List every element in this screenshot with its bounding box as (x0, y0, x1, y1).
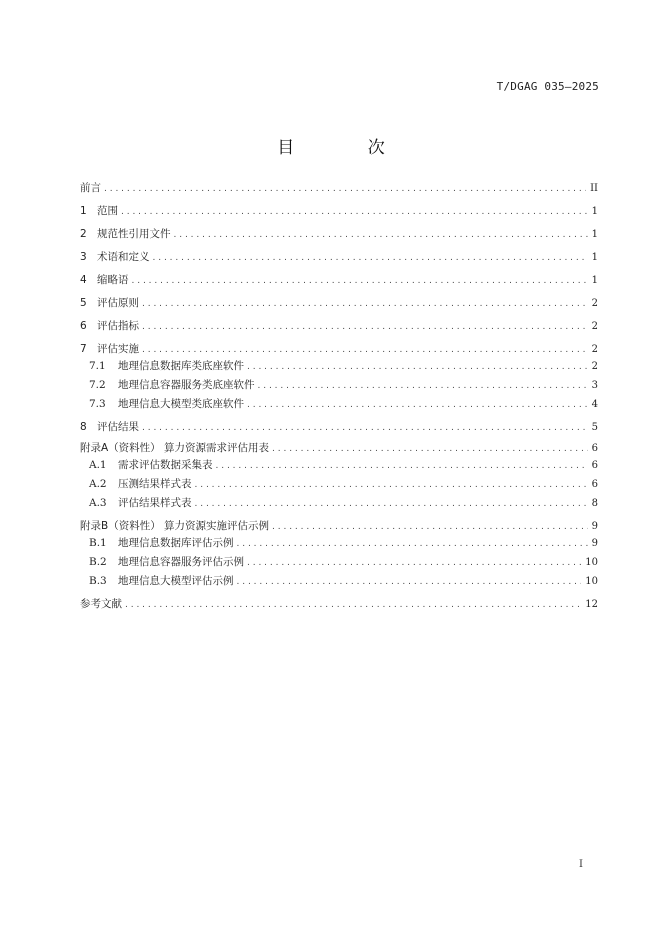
toc-entry-a-2[interactable] (80, 475, 598, 494)
toc-entry-label: 地理信息大模型评估示例 (118, 575, 234, 587)
toc-entry-number: 2 (80, 228, 87, 240)
toc-entry-page: 2 (591, 321, 598, 332)
toc-entry-label: 评估原则 (97, 297, 139, 309)
toc-entry-b-3[interactable] (80, 572, 598, 591)
toc-entry-label: 地理信息数据库评估示例 (118, 537, 234, 549)
page-number: I (579, 859, 583, 870)
table-of-contents (80, 180, 598, 612)
toc-leader-dots (153, 250, 588, 266)
document-code: T/DGAG 035—2025 (496, 80, 599, 93)
toc-entry-page: II (590, 183, 598, 194)
toc-entry-label: 前言 (80, 182, 101, 194)
toc-entry-1[interactable] (80, 203, 598, 219)
toc-entry-number: A.2 (89, 478, 107, 490)
toc-entry-page: 1 (591, 275, 598, 286)
toc-entry-number: 4 (80, 274, 87, 286)
toc-entry-number: 8 (80, 421, 87, 433)
toc-entry-b-1[interactable] (80, 534, 598, 553)
toc-entry-page: 6 (591, 479, 598, 490)
toc-leader-dots (142, 342, 588, 358)
toc-entry-number: 3 (80, 251, 87, 263)
toc-leader-dots (142, 319, 588, 335)
toc-entry-page: 4 (591, 399, 598, 410)
toc-entry-page: 2 (591, 344, 598, 355)
toc-entry-page: 1 (591, 229, 598, 240)
toc-leader-dots (258, 377, 588, 396)
toc-leader-dots (272, 441, 588, 457)
toc-entry-label: 地理信息数据库类底座软件 (118, 360, 244, 372)
toc-entry-label: 评估结果 (97, 421, 139, 433)
toc-entry-number: B.1 (89, 537, 107, 549)
toc-entry-label: 地理信息容器服务评估示例 (118, 556, 244, 568)
toc-leader-dots (237, 573, 582, 592)
toc-entry-3[interactable] (80, 249, 598, 265)
toc-entry-6[interactable] (80, 318, 598, 334)
toc-entry-number: 7.2 (89, 379, 106, 391)
toc-entry-label: 附录B（资料性） 算力资源实施评估示例 (80, 520, 270, 532)
toc-entry-number: 7 (80, 343, 87, 355)
toc-entry-label: 缩略语 (97, 274, 129, 286)
toc-entry-2[interactable] (80, 226, 598, 242)
toc-entry-label: 需求评估数据采集表 (118, 459, 213, 471)
toc-entry-page: 6 (591, 443, 598, 454)
toc-entry-page: 5 (591, 422, 598, 433)
toc-entry-5[interactable] (80, 295, 598, 311)
toc-leader-dots (272, 519, 588, 535)
toc-entry-page: 8 (591, 498, 598, 509)
toc-entry-label: 范围 (97, 205, 118, 217)
toc-entry-number: A.1 (89, 459, 107, 471)
toc-title: 目 次 (277, 138, 419, 158)
toc-entry-appendix-b[interactable] (80, 518, 598, 534)
toc-leader-dots (174, 227, 588, 243)
toc-entry-label: 评估实施 (97, 343, 139, 355)
toc-entry-page: 10 (585, 576, 598, 587)
toc-entry-page: 1 (591, 206, 598, 217)
toc-entry-number: A.3 (89, 497, 107, 509)
toc-entry-page: 1 (591, 252, 598, 263)
toc-entry-7[interactable] (80, 341, 598, 357)
toc-entry-number: 5 (80, 297, 87, 309)
toc-entry-label: 评估指标 (97, 320, 139, 332)
toc-entry-page: 10 (585, 557, 598, 568)
toc-entry-label: 附录A（资料性） 算力资源需求评估用表 (80, 442, 270, 454)
toc-entry-number: 1 (80, 205, 87, 217)
toc-entry-references[interactable] (80, 596, 598, 612)
toc-entry-number: B.3 (89, 575, 107, 587)
toc-entry-page: 12 (585, 599, 598, 610)
toc-entry-page: 2 (591, 298, 598, 309)
toc-entry-label: 压测结果样式表 (118, 478, 192, 490)
toc-leader-dots (237, 535, 588, 554)
toc-entry-page: 9 (591, 538, 598, 549)
toc-entry-label: 地理信息大模型类底座软件 (118, 398, 244, 410)
toc-entry-b-2[interactable] (80, 553, 598, 572)
toc-entry-number: 7.3 (89, 398, 106, 410)
toc-entry-page: 9 (591, 521, 598, 532)
toc-entry-7-2[interactable] (80, 376, 598, 395)
toc-leader-dots (104, 181, 586, 197)
toc-entry-number: B.2 (89, 556, 107, 568)
toc-leader-dots (132, 273, 588, 289)
toc-leader-dots (121, 204, 588, 220)
toc-entry-page: 3 (591, 380, 598, 391)
toc-entry-8[interactable] (80, 419, 598, 435)
toc-leader-dots (125, 597, 581, 613)
toc-entry-a-1[interactable] (80, 456, 598, 475)
toc-entry-page: 6 (591, 460, 598, 471)
toc-leader-dots (142, 296, 588, 312)
toc-entry-number: 6 (80, 320, 87, 332)
toc-entry-page: 2 (591, 361, 598, 372)
toc-entry-4[interactable] (80, 272, 598, 288)
toc-leader-dots (195, 495, 588, 514)
toc-entry-a-3[interactable] (80, 494, 598, 513)
toc-entry-7-3[interactable] (80, 395, 598, 414)
toc-entry-7-1[interactable] (80, 357, 598, 376)
toc-entry-appendix-a[interactable] (80, 440, 598, 456)
toc-leader-dots (247, 358, 588, 377)
toc-leader-dots (195, 476, 588, 495)
toc-entry-label: 术语和定义 (97, 251, 150, 263)
toc-entry-label: 评估结果样式表 (118, 497, 192, 509)
toc-entry-label: 地理信息容器服务类底座软件 (118, 379, 255, 391)
toc-leader-dots (142, 420, 588, 436)
toc-entry-number: 7.1 (89, 360, 106, 372)
toc-entry-foreword[interactable] (80, 180, 598, 196)
toc-entry-label: 参考文献 (80, 598, 122, 610)
toc-leader-dots (247, 396, 588, 415)
toc-entry-label: 规范性引用文件 (97, 228, 171, 240)
toc-leader-dots (247, 554, 581, 573)
toc-leader-dots (216, 457, 588, 476)
